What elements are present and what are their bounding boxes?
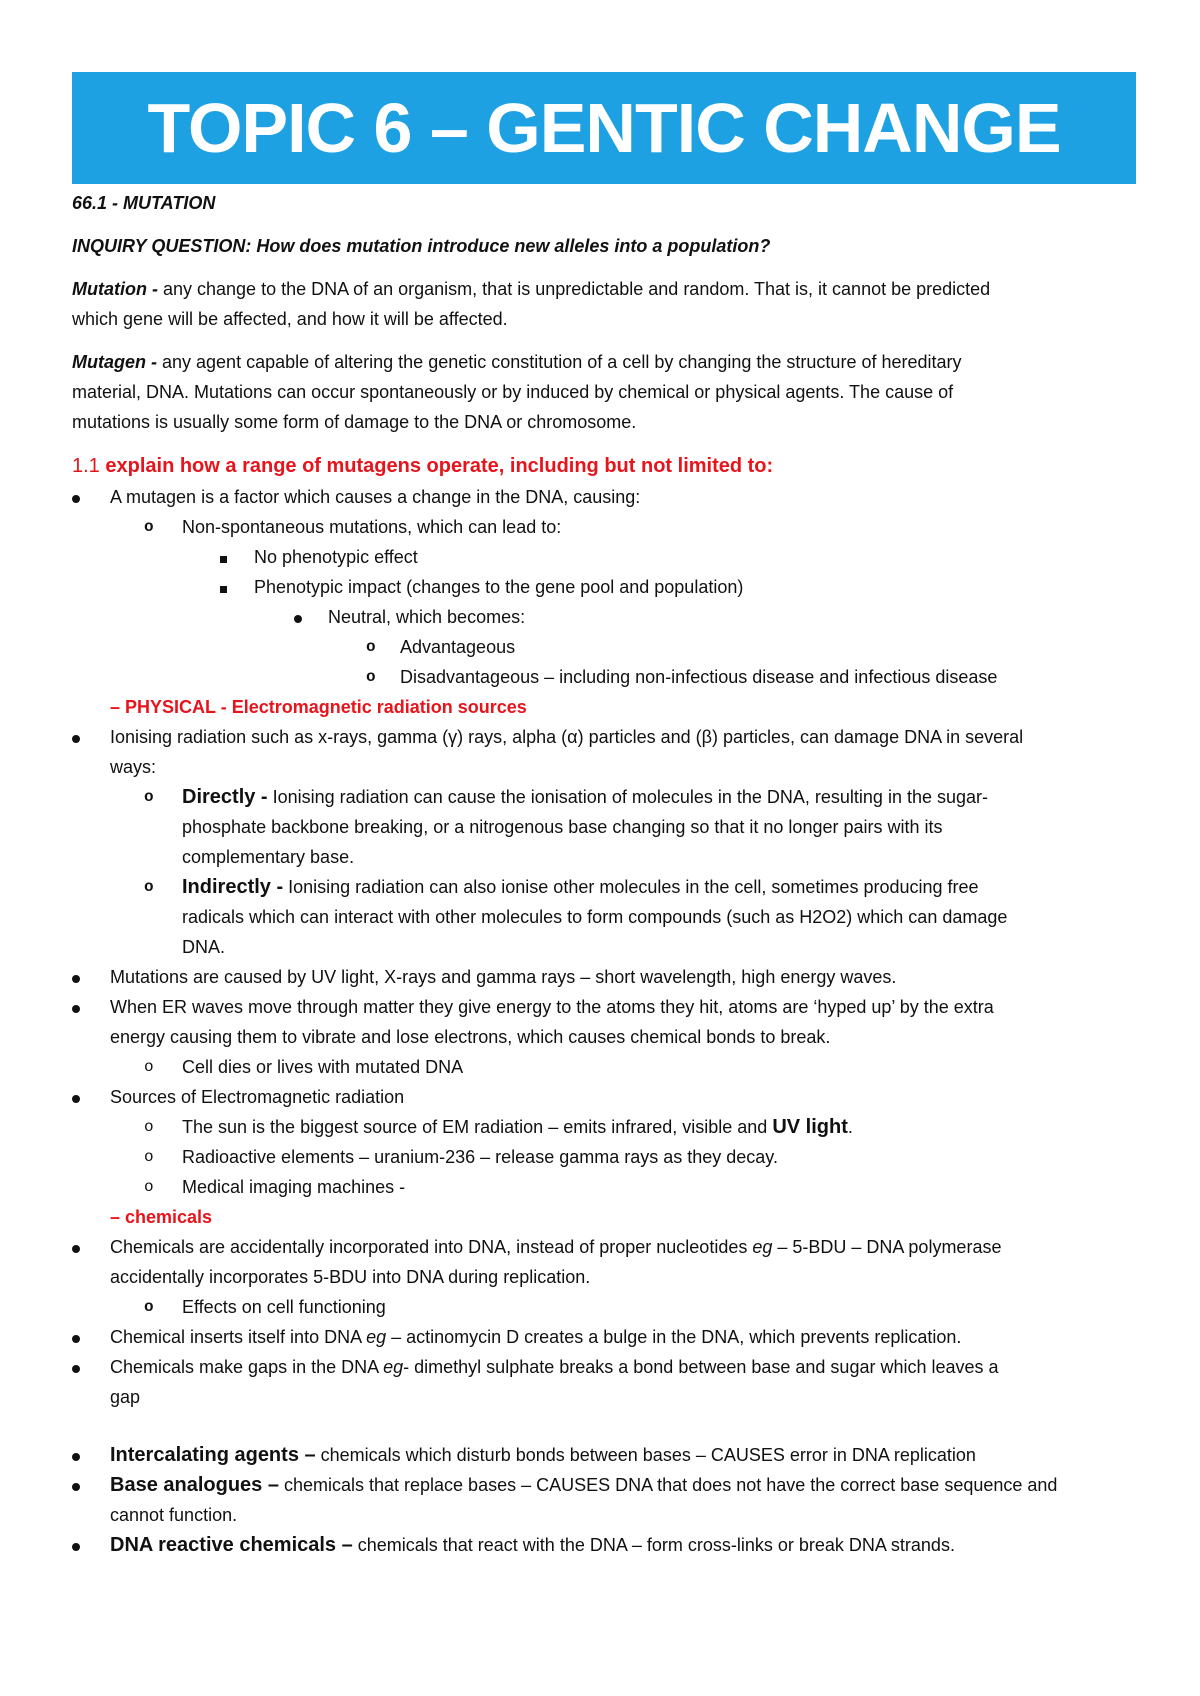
list-item: When ER waves move through matter they give energy to the atoms they hit, atoms are ‘hyped up’ by the extra energy causing them to vibrate and lose electrons, which causes chemical bonds to break. [72, 992, 1136, 1052]
mutation-term: Mutation - [72, 279, 158, 299]
indirectly-term: Indirectly - [182, 876, 284, 898]
list-item: A mutagen is a factor which causes a change in the DNA, causing: [72, 482, 1136, 512]
list-item: DNA reactive chemicals – chemicals that react with the DNA – form cross-links or break DNA strands. [72, 1530, 1136, 1560]
circle-bullet-icon: o [144, 1178, 154, 1196]
circle-bullet-icon: o [144, 1058, 154, 1076]
square-bullet-icon [220, 586, 227, 593]
list-item: Phenotypic impact (changes to the gene pool and population) [72, 572, 1136, 602]
circle-bullet-icon: o [144, 788, 154, 806]
bullet-icon [72, 1365, 80, 1373]
inquiry-question: INQUIRY QUESTION: How does mutation introduce new alleles into a population? [72, 236, 771, 256]
list-item: o Radioactive elements – uranium-236 – release gamma rays as they decay. [72, 1142, 1136, 1172]
bullet-icon [72, 495, 80, 503]
list-item: o Effects on cell functioning [72, 1292, 1136, 1322]
section-label: 66.1 - MUTATION [72, 193, 216, 213]
list-item: Chemical inserts itself into DNA eg – actinomycin D creates a bulge in the DNA, which prevents replication. [72, 1322, 1136, 1352]
list-item: o Cell dies or lives with mutated DNA [72, 1052, 1136, 1082]
mutagen-def-line-3: mutations is usually some form of damage to the DNA or chromosome. [72, 412, 637, 432]
bullet-icon [72, 1245, 80, 1253]
circle-bullet-icon: o [366, 668, 376, 686]
bullet-icon [72, 1453, 80, 1461]
mutagen-term: Mutagen - [72, 352, 157, 372]
list-item: Neutral, which becomes: [72, 602, 1136, 632]
bullet-icon [72, 735, 80, 743]
mutation-def-line-1: any change to the DNA of an organism, that is unpredictable and random. That is, it cannot be predicted [157, 279, 991, 299]
bullet-icon [72, 975, 80, 983]
bullet-icon [72, 1335, 80, 1343]
list-item: Ionising radiation such as x-rays, gamma (γ) rays, alpha (α) particles and (β) particles, can damage DNA in several ways: [72, 722, 1136, 782]
mutagen-def-line-1: any agent capable of altering the genetic constitution of a cell by changing the structure of hereditary [157, 352, 962, 372]
mutagen-definition [72, 347, 1136, 437]
document-body [72, 186, 1136, 1560]
directly-term: Directly - [182, 786, 268, 808]
bullet-icon [72, 1483, 80, 1491]
square-bullet-icon [220, 556, 227, 563]
list-item: Sources of Electromagnetic radiation [72, 1082, 1136, 1112]
mutagen-def-line-2: material, DNA. Mutations can occur spontaneously or by induced by chemical or physical agents. The cause of [72, 382, 954, 402]
list-item: o Directly - Ionising radiation can cause the ionisation of molecules in the DNA, resulting in the sugar- phosphate backbone breaking, or a nitrogenous base changing so that it no longer pairs with its complementary base. [72, 782, 1136, 872]
list-item: No phenotypic effect [72, 542, 1136, 572]
list-item: o Medical imaging machines - [72, 1172, 1136, 1202]
chemicals-heading: – chemicals [110, 1207, 213, 1227]
heading-text: explain how a range of mutagens operate, including but not limited to: [99, 455, 774, 477]
bullet-icon [294, 615, 302, 623]
mutation-definition [72, 274, 1136, 334]
list-item: o Advantageous [72, 632, 1136, 662]
bullet-icon [72, 1543, 80, 1551]
list-item: Mutations are caused by UV light, X-rays and gamma rays – short wavelength, high energy waves. [72, 962, 1136, 992]
list-item: Chemicals are accidentally incorporated into DNA, instead of proper nucleotides eg – 5-BDU – DNA polymerase accidentally incorporates 5-BDU into DNA during replication. [72, 1232, 1136, 1292]
circle-bullet-icon: o [144, 1118, 154, 1136]
circle-bullet-icon: o [144, 1298, 154, 1316]
list-item: o Disadvantageous – including non-infectious disease and infectious disease [72, 662, 1136, 692]
heading-1-1 [72, 450, 1136, 482]
circle-bullet-icon: o [366, 638, 376, 656]
list-item: Chemicals make gaps in the DNA eg- dimethyl sulphate breaks a bond between base and sugar which leaves a gap [72, 1352, 1136, 1412]
page-title: TOPIC 6 – GENTIC CHANGE [147, 89, 1061, 167]
title-banner [72, 72, 1136, 184]
heading-number: 1.1 [72, 455, 100, 477]
list-item: o Non-spontaneous mutations, which can lead to: [72, 512, 1136, 542]
circle-bullet-icon: o [144, 878, 154, 896]
bullet-icon [72, 1095, 80, 1103]
list-item: o The sun is the biggest source of EM radiation – emits infrared, visible and UV light. [72, 1112, 1136, 1142]
list-item: o Indirectly - Ionising radiation can also ionise other molecules in the cell, sometimes producing free radicals which can interact with other molecules to form compounds (such as H2O2) which can damage DNA. [72, 872, 1136, 962]
circle-bullet-icon: o [144, 518, 154, 536]
list-item: Intercalating agents – chemicals which disturb bonds between bases – CAUSES error in DNA replication [72, 1440, 1136, 1470]
circle-bullet-icon: o [144, 1148, 154, 1166]
physical-heading: – PHYSICAL - Electromagnetic radiation sources [110, 697, 527, 717]
bullet-icon [72, 1005, 80, 1013]
list-item: Base analogues – chemicals that replace bases – CAUSES DNA that does not have the correct base sequence and cannot function. [72, 1470, 1136, 1530]
mutation-def-line-2: which gene will be affected, and how it will be affected. [72, 309, 508, 329]
